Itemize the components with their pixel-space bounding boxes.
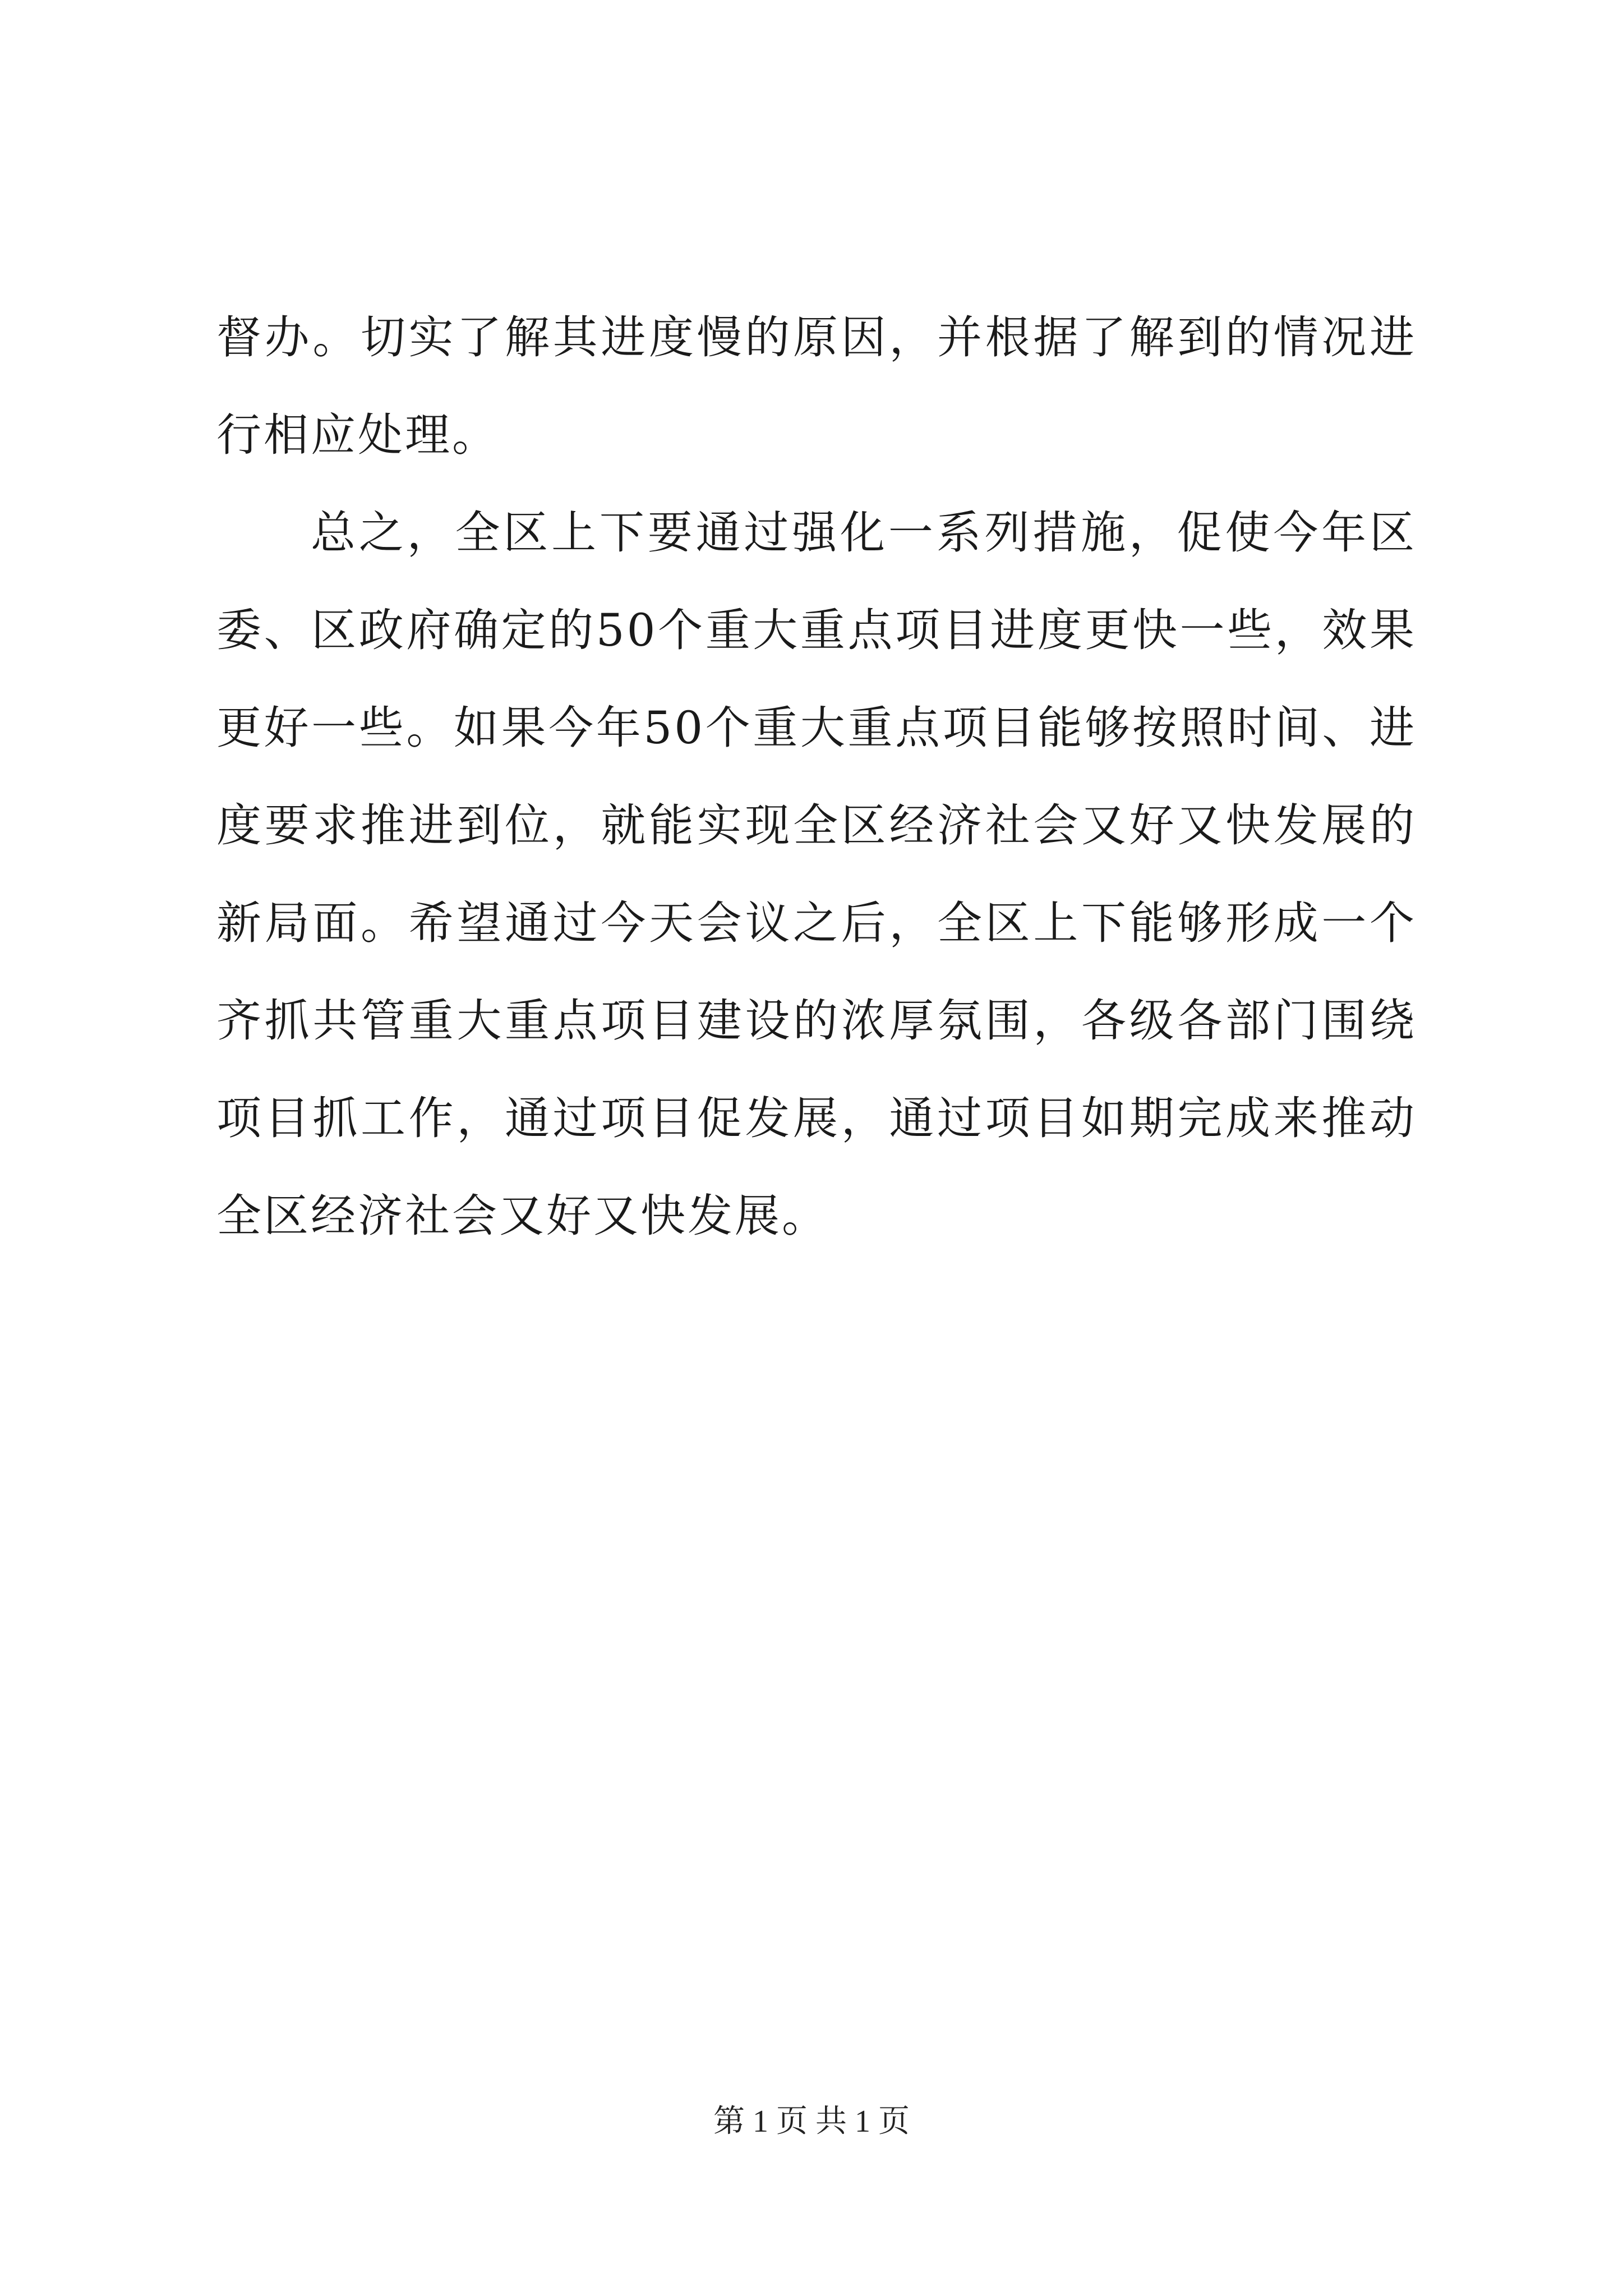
paragraph-conclusion: 总之，全区上下要通过强化一系列措施，促使今年区委、区政府确定的50个重大重点项目进度更快一些，效果更好一些。如果今年50个重大重点项目能够按照时间、进度要求推进到位，就能实现全区经济社会又好又快发展的新局面。希望通过今天会议之后，全区上下能够形成一个齐抓共管重大重点项目建设的浓厚氛围，各级各部门围绕项目抓工作，通过项目促发展，通过项目如期完成来推动全区经济社会又好又快发展。 (216, 507, 1417, 1242)
document-body (216, 289, 1417, 1265)
page-number-footer: 第 1 页 共 1 页 (713, 2104, 910, 2139)
paragraph-continuation: 督办。切实了解其进度慢的原因，并根据了解到的情况进行相应处理。 (216, 311, 1417, 461)
